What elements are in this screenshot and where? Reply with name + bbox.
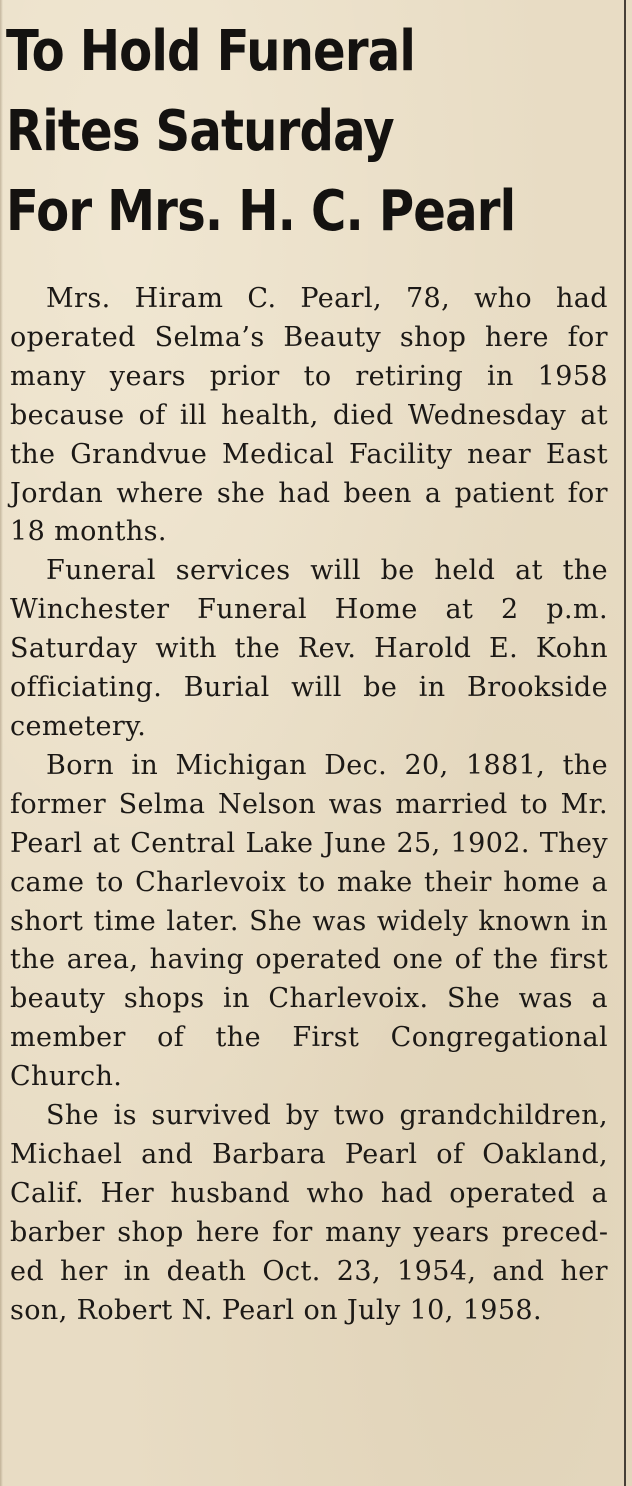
headline-line-3: For Mrs. H. C. Pearl	[6, 179, 516, 244]
clipping-edge	[0, 0, 3, 1486]
headline-line-1: To Hold Funeral	[6, 19, 416, 84]
column-rule	[624, 0, 626, 1486]
article-body	[10, 280, 608, 1330]
paragraph-biography: Born in Michigan Dec. 20, 1881, the former Selma Nelson was married to Mr. Pearl at Central Lake June 25, 1902. They came to Charlevoix to make their home a short time later. She was widely known in the area, having operated one of the first beauty shops in Charlevoix. She was a member of the First Congregational Church.	[10, 749, 608, 1093]
paragraph-survivors: She is survived by two grandchildren, Michael and Barbara Pearl of Oakland, Calif. Her husband who had operated a barber shop here for many years preceded her in death Oct. 23, 1954, and her son, Robert N. Pearl on July 10, 1958.	[10, 1100, 608, 1326]
headline	[6, 12, 522, 252]
paragraph-funeral-services: Funeral services will be held at the Winchester Funeral Home at 2 p.m. Saturday with the Rev. Harold E. Kohn officiating. Burial will be in Brookside cemetery.	[10, 555, 608, 742]
headline-line-2: Rites Saturday	[6, 99, 394, 164]
paragraph-death-notice: Mrs. Hiram C. Pearl, 78, who had operated Selma’s Beauty shop here for many years prior to retiring in 1958 because of ill health, died Wednesday at the Grandvue Medical Facility near East Jordan where she had been a patient for 18 months.	[10, 283, 608, 548]
